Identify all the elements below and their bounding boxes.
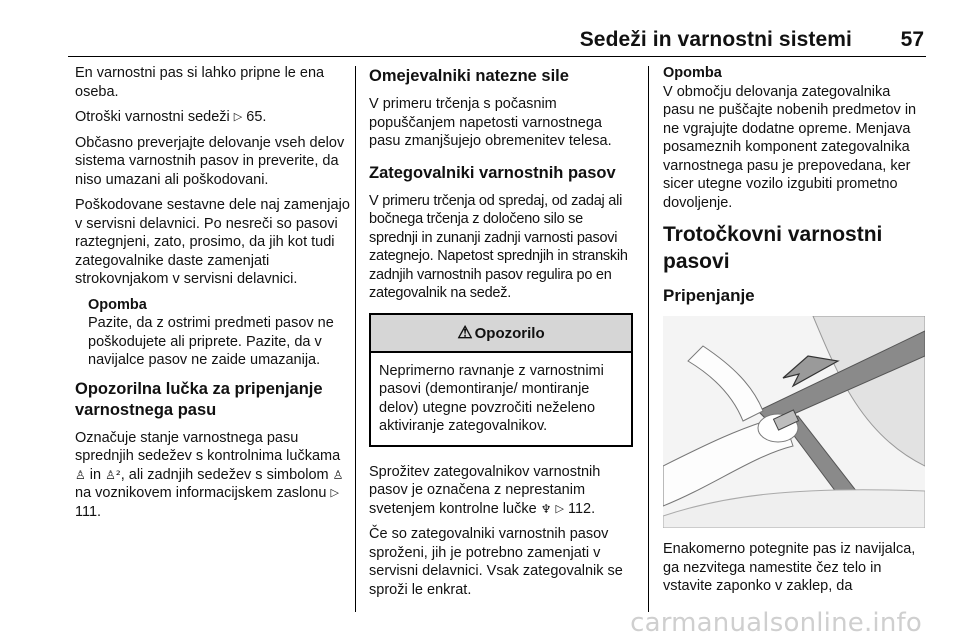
airbag-warning-icon: ♆ xyxy=(540,501,552,516)
warning-body: Neprimerno ravnanje z varnostnimi pasovi (demontiranje/ montiranje delov) utegne povzročiti neželeno aktiviranje zategovalnikov. xyxy=(379,362,604,434)
paragraph: V primeru trčenja od spredaj, od zadaj ali bočnega trčenja z določeno silo se sprednji in zunanji zadnji varnosti pasovi zategnejo. Napetost sprednjih in stranskih zadnjih varnostnih pasov regulira po en zategovalnik na sedež. xyxy=(369,192,628,301)
subsection-heading: Pripenjanje xyxy=(663,286,755,305)
paragraph: Če so zategovalniki varnostnih pasov sproženi, jih je potrebno zamenjati v servisni delavnici. Vsak zategovalnik se sproži le enkrat. xyxy=(369,526,623,598)
note-body: Pazite, da z ostrimi predmeti pasov ne poškodujete ali priprete. Pazite, da v navijalce pasov ne zaide umazanija. xyxy=(88,315,334,368)
seatbelt-icon: ♙ xyxy=(332,467,344,482)
note-box xyxy=(75,296,350,370)
paragraph: V primeru trčenja s počasnim popuščanjem napetosti varnostnega pasu zmanjšujejo obremenitev telesa. xyxy=(369,96,612,149)
page-number: 57 xyxy=(900,28,924,51)
header-divider xyxy=(68,56,926,57)
section-heading: Trotočkovni varnostni pasovi xyxy=(663,223,883,273)
page-reference[interactable]: 112. xyxy=(567,500,596,517)
warning-triangle-icon: ⚠ xyxy=(457,322,473,342)
page-reference-arrow-icon: ▷ xyxy=(330,486,339,499)
paragraph: Otroški varnostni sedeži ▷ 65. xyxy=(75,109,267,125)
paragraph: Občasno preverjajte delovanje vseh delov sistema varnostnih pasov in preverite, da niso umazani ali poškodovani. xyxy=(75,134,345,188)
section-heading: Zategovalniki varnostnih pasov xyxy=(369,163,616,182)
page-reference[interactable]: 111. xyxy=(75,503,102,520)
seatbelt-rear-icon: ♙² xyxy=(105,467,121,482)
section-title: Sedeži in varnostni sistemi xyxy=(579,28,852,51)
seatbelt-buckling-illustration xyxy=(663,316,925,528)
column-1 xyxy=(75,64,350,528)
note-box xyxy=(663,64,925,212)
note-body: V območju delovanja zategovalnika pasu ne puščajte nobenih predmetov in ne vgrajujte dodatne opreme. Menjava posameznih komponent zategovalnika varnostnega pasu je prepovedana, ker sicer utegne vozilo izgubiti prometno dovoljenje. xyxy=(663,83,917,211)
warning-header xyxy=(371,315,631,353)
column-divider-1 xyxy=(355,66,356,612)
seatbelt-icon: ♙ xyxy=(75,467,86,482)
paragraph: Enakomerno potegnite pas iz navijalca, ga nezvitega namestite čez telo in vstavite zaponko v zaklep, da xyxy=(663,541,916,594)
seatbelt-illustration-icon xyxy=(663,316,925,528)
section-heading: Omejevalniki natezne sile xyxy=(369,67,569,85)
warning-title: Opozorilo xyxy=(474,324,545,342)
watermark: carmanualsonline.info xyxy=(630,608,922,638)
warning-box xyxy=(369,313,633,447)
paragraph: Sprožitev zategovalnikov varnostnih pasov je označena z neprestanim svetenjem kontrolne lučke ♆ ▷ 112. xyxy=(369,463,601,517)
note-title: Opomba xyxy=(663,65,722,81)
paragraph: Poškodovane sestavne dele naj zamenjajo v servisni delavnici. Po nesreči so pasovi raztegnjeni, zato, prosimo, da jih kot tudi zategovalnike daste zamenjati strokovnjakom v servisni delavnici. xyxy=(75,197,350,287)
page-reference-arrow-icon: ▷ xyxy=(555,501,564,515)
paragraph: Označuje stanje varnostnega pasu sprednjih sedežev s kontrolnima lučkama ♙ in ♙², ali zadnjih sedežev s simbolom ♙ na voznikovem informacijskem zaslonu ▷ 111. xyxy=(75,429,344,520)
section-heading: Opozorilna lučka za pripenjanje varnostnega pasu xyxy=(75,379,323,419)
paragraph: En varnostni pas si lahko pripne le ena oseba. xyxy=(75,65,325,100)
column-3 xyxy=(663,64,925,603)
page-header xyxy=(0,0,960,58)
column-2 xyxy=(369,64,633,606)
page-reference-arrow-icon: ▷ xyxy=(233,110,243,123)
column-divider-2 xyxy=(648,66,649,612)
note-title: Opomba xyxy=(88,296,147,313)
page-reference[interactable]: 65. xyxy=(246,109,267,125)
